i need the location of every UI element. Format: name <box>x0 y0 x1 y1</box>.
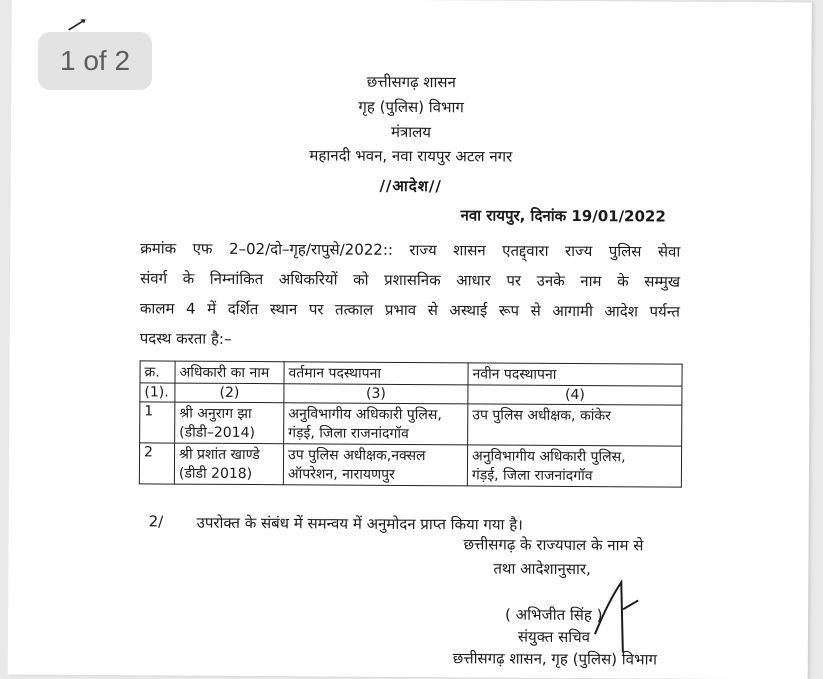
header-department: गृह (पुलिस) विभाग <box>358 97 464 117</box>
row-sno: 2 <box>139 443 174 484</box>
column-number: (1). <box>140 383 175 402</box>
new-posting-line: गंड़ई, जिला राजनांदगॉव <box>471 467 593 485</box>
officer-cell <box>174 443 283 485</box>
body-line-2: संवर्ग के निम्नांकित अधिकरियों को प्रशासनिक आधार पर उनके नाम के सम्मुख <box>140 269 681 291</box>
column-number: (3) <box>284 384 468 404</box>
signatory-name: ( अभिजीत सिंह ) <box>505 605 603 625</box>
current-posting-cell <box>284 403 468 445</box>
header-sno: क्र. <box>140 361 175 383</box>
handwritten-signature <box>583 574 644 664</box>
signature-line-2: तथा आदेशानुसार, <box>493 559 591 579</box>
para2-number: 2/ <box>148 512 164 531</box>
officer-name: श्री प्रशांत खाण्डे <box>179 446 260 464</box>
new-posting-line: उप पुलिस अधीक्षक, कांकेर <box>472 407 611 425</box>
current-posting-line: ऑपरेशन, नारायणपुर <box>287 466 395 483</box>
place-date: नवा रायपुर, दिनांक 19/01/2022 <box>460 206 666 226</box>
column-number: (4) <box>468 385 682 405</box>
document-page <box>8 0 812 679</box>
current-posting-line: उप पुलिस अधीक्षक,नक्सल <box>288 447 426 465</box>
body-line-4: पदस्थ करता है:– <box>139 329 232 348</box>
postings-table <box>139 360 683 487</box>
body-line-3: कालम 4 में दर्शित स्थान पर तत्काल प्रभाव से अस्थाई रूप से आगामी आदेश पर्यन्त <box>139 299 680 321</box>
officer-name: श्री अनुराग झा <box>179 405 252 423</box>
current-posting-line: अनुविभागीय अधिकारी पुलिस, <box>288 406 442 424</box>
row-sno: 1 <box>140 402 175 443</box>
new-posting-cell <box>468 404 682 446</box>
signatory-designation: संयुक्त सचिव <box>517 627 591 647</box>
table-row <box>140 402 682 446</box>
new-posting-cell <box>467 445 681 487</box>
order-title: //आदेश// <box>379 176 442 196</box>
current-posting-cell <box>283 444 467 486</box>
header-address: महानदी भवन, नवा रायपुर अटल नगर <box>309 146 513 166</box>
current-posting-line: गंड़ई, जिला राजनांदगॉव <box>288 425 409 442</box>
column-number: (2) <box>175 383 284 403</box>
header-ministry: मंत्रालय <box>390 122 432 142</box>
page-indicator: 1 of 2 <box>38 32 152 90</box>
header-state: छत्तीसगढ़ शासन <box>366 72 456 92</box>
para2-text: उपरोक्त के संबंध में समन्वय में अनुमोदन प्राप्त किया गया है। <box>196 513 523 534</box>
header-current-posting: वर्तमान पदस्थापना <box>284 362 468 385</box>
new-posting-line: अनुविभागीय अधिकारी पुलिस, <box>471 448 626 466</box>
signatory-department: छत्तीसगढ़ शासन, गृह (पुलिस) विभाग <box>452 649 657 669</box>
officer-cell <box>175 402 284 444</box>
body-line-1: क्रमांक एफ 2–02/दो–गृह/रापुसे/2022:: राज्य शासन एतद्द्वारा राज्य पुलिस सेवा <box>140 239 681 261</box>
officer-batch: (डीडी–2014) <box>179 424 256 442</box>
table-row <box>139 443 681 487</box>
header-officer-name: अधिकारी का नाम <box>175 361 284 384</box>
signature-line-1: छत्तीसगढ़ के राज्यपाल के नाम से <box>463 535 644 555</box>
officer-batch: (डीडी 2018) <box>178 465 253 483</box>
header-new-posting: नवीन पदस्थापना <box>468 363 682 386</box>
